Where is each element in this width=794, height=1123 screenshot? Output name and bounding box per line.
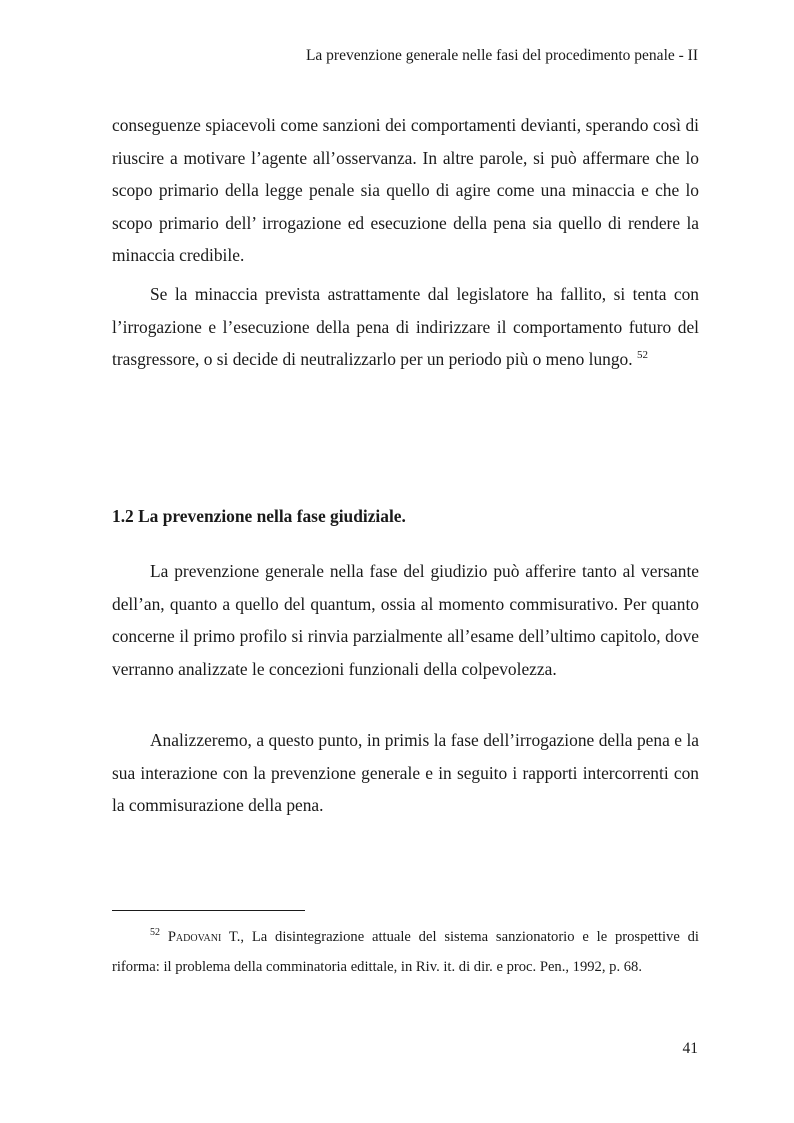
footnote xyxy=(112,923,699,982)
body-paragraph-1 xyxy=(112,109,699,272)
paragraph-text-content: Se la minaccia prevista astrattamente dal legislatore ha fallito, si tenta con l’irrogazione e l’esecuzione della pena di indirizzare il comportamento futuro del trasgressore, o si decide di neutralizzarlo per un periodo più o meno lungo. xyxy=(112,284,699,369)
running-header: La prevenzione generale nelle fasi del procedimento penale - II xyxy=(305,47,698,64)
paragraph-text: La prevenzione generale nella fase del giudizio può afferire tanto al versante dell’an, quanto a quello del quantum, ossia al momento commisurativo. Per quanto concerne il primo profilo si rinvia parzialmente all’esame dell’ultimo capitolo, dove verranno analizzate le concezioni funzionali della colpevolezza. xyxy=(112,561,699,679)
footnote-separator xyxy=(112,910,305,911)
body-paragraph-4 xyxy=(112,724,699,822)
footnote-author: Padovani xyxy=(167,929,222,945)
footnote-reference[interactable]: 52 xyxy=(636,349,648,361)
body-paragraph-2 xyxy=(112,278,699,376)
footnote-author-suffix: T., xyxy=(221,929,244,945)
section-heading: 1.2 La prevenzione nella fase giudiziale. xyxy=(112,506,406,526)
footnote-number: 52 xyxy=(150,927,160,938)
footnote-lead xyxy=(112,929,244,945)
paragraph-text xyxy=(112,278,699,376)
paragraph-text: conseguenze spiacevoli come sanzioni dei comportamenti devianti, sperando così di riuscire a motivare l’agente all’osservanza. In altre parole, si può affermare che lo scopo primario della legge penale sia quello di agire come una minaccia e che lo scopo primario dell’ irrogazione ed esecuzione della pena sia quello di rendere la minaccia credibile. xyxy=(112,115,699,265)
footnote-text: La disintegrazione attuale del sistema sanzionatorio e le prospettive di riforma: il problema della comminatoria edittale, in Riv. it. di dir. e proc. Pen., 1992, p. 68. xyxy=(112,929,699,975)
page-number: 41 xyxy=(682,1040,698,1057)
paragraph-text: Analizzeremo, a questo punto, in primis la fase dell’irrogazione della pena e la sua interazione con la prevenzione generale e in seguito i rapporti intercorrenti con la commisurazione della pena. xyxy=(112,730,699,815)
body-paragraph-3 xyxy=(112,555,699,685)
